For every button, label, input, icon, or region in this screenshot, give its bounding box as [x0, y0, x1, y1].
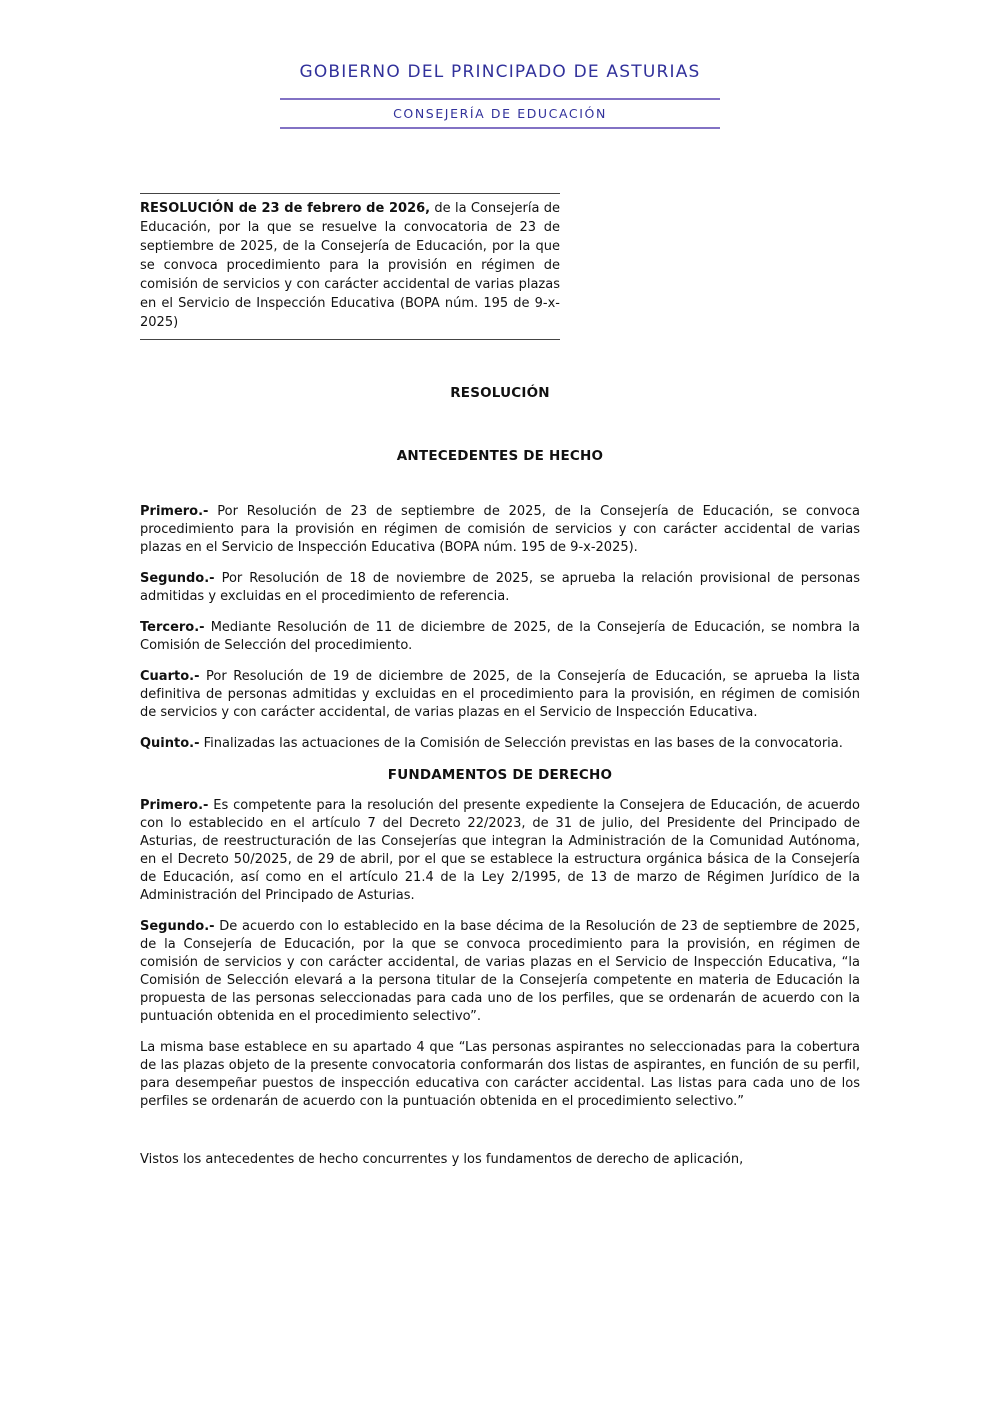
fundamentos-heading: FUNDAMENTOS DE DERECHO: [387, 767, 613, 783]
paragraph-text: La misma base establece en su apartado 4 que “Las personas aspirantes no seleccionadas para la cobertura de las plazas objeto de la presente convocatoria conformarán dos listas de aspirantes, en función de su perfil, para desempeñar puestos de inspección educativa con carácter accidental. Las listas para cada uno de los perfiles se ordenarán de acuerdo con la puntuación obtenida en el procedimiento selectivo.”: [140, 1040, 860, 1109]
government-title: GOBIERNO DEL PRINCIPADO DE ASTURIAS: [299, 62, 701, 82]
antecedente-paragraph-3: [140, 619, 860, 655]
paragraph-text: De acuerdo con lo establecido en la base décima de la Resolución de 23 de septiembre de 2025, de la Consejería de Educación, por la que se convoca procedimiento para la provisión, en régimen de comisión de servicios y con carácter accidental, de varias plazas en el Servicio de Inspección Educativa, “la Comisión de Selección elevará a la persona titular de la Consejería competente en materia de Educación la propuesta de las personas seleccionadas para cada uno de los perfiles, que se ordenarán de acuerdo con la puntuación obtenida en el procedimiento selectivo”.: [140, 919, 860, 1024]
paragraph-text: Mediante Resolución de 11 de diciembre de 2025, de la Consejería de Educación, se nombra la Comisión de Selección del procedimiento.: [140, 620, 860, 653]
paragraph-label: Cuarto.-: [140, 669, 200, 684]
paragraph-text: Por Resolución de 23 de septiembre de 2025, de la Consejería de Educación, se convoca procedimiento para la provisión en régimen de comisión de servicios y con carácter accidental de varias plazas en el Servicio de Inspección Educativa (BOPA núm. 195 de 9-x-2025).: [140, 504, 860, 555]
antecedente-paragraph-4: [140, 668, 860, 722]
paragraph-label: Primero.-: [140, 798, 209, 813]
fundamento-paragraph-2: [140, 918, 860, 1026]
fundamento-paragraph-3: [140, 1039, 860, 1111]
paragraph-label: Tercero.-: [140, 620, 205, 635]
paragraph-text: Es competente para la resolución del presente expediente la Consejera de Educación, de acuerdo con lo establecido en el artículo 7 del Decreto 22/2023, de 31 de julio, del Presidente del Principado de Asturias, de reestructuración de las Consejerías que integran la Administración de la Comunidad Autónoma, en el Decreto 50/2025, de 29 de abril, por el que se establece la estructura orgánica básica de la Consejería de Educación, así como en el artículo 21.4 de la Ley 2/1995, de 13 de marzo de Régimen Jurídico de la Administración del Principado de Asturias.: [140, 798, 860, 903]
resolution-summary-title: RESOLUCIÓN de 23 de febrero de 2026,: [140, 201, 431, 216]
header-divider-top: [280, 98, 720, 100]
antecedente-paragraph-2: [140, 570, 860, 606]
department-title: CONSEJERÍA DE EDUCACIÓN: [393, 106, 607, 121]
document-header: [280, 62, 720, 129]
paragraph-label: Quinto.-: [140, 736, 200, 751]
paragraph-text: Finalizadas las actuaciones de la Comisión de Selección previstas en las bases de la convocatoria.: [203, 736, 843, 751]
closing-paragraph: Vistos los antecedentes de hecho concurrentes y los fundamentos de derecho de aplicación,: [140, 1152, 744, 1167]
antecedente-paragraph-5: [140, 735, 860, 753]
paragraph-label: Segundo.-: [140, 571, 215, 586]
antecedente-paragraph-1: [140, 503, 860, 557]
paragraph-label: Primero.-: [140, 504, 209, 519]
resolution-summary-box: [140, 193, 560, 340]
antecedentes-heading: ANTECEDENTES DE HECHO: [396, 448, 604, 464]
paragraph-text: Por Resolución de 18 de noviembre de 2025, se aprueba la relación provisional de personas admitidas y excluidas en el procedimiento de referencia.: [140, 571, 860, 604]
paragraph-label: Segundo.-: [140, 919, 215, 934]
header-divider-bottom: [280, 127, 720, 129]
fundamento-paragraph-1: [140, 797, 860, 905]
paragraph-text: Por Resolución de 19 de diciembre de 2025, de la Consejería de Educación, se aprueba la lista definitiva de personas admitidas y excluidas en el procedimiento para la provisión, en régimen de comisión de servicios y con carácter accidental, de varias plazas en el Servicio de Inspección Educativa.: [140, 669, 860, 720]
resolution-summary-text: de la Consejería de Educación, por la que se resuelve la convocatoria de 23 de septiembre de 2025, de la Consejería de Educación, por la que se convoca procedimiento para la provisión en régimen de comisión de servicios y con carácter accidental de varias plazas en el Servicio de Inspección Educativa (BOPA núm. 195 de 9-x-2025): [140, 201, 560, 330]
document-body: [140, 193, 860, 1169]
resolution-heading: RESOLUCIÓN: [450, 385, 550, 401]
